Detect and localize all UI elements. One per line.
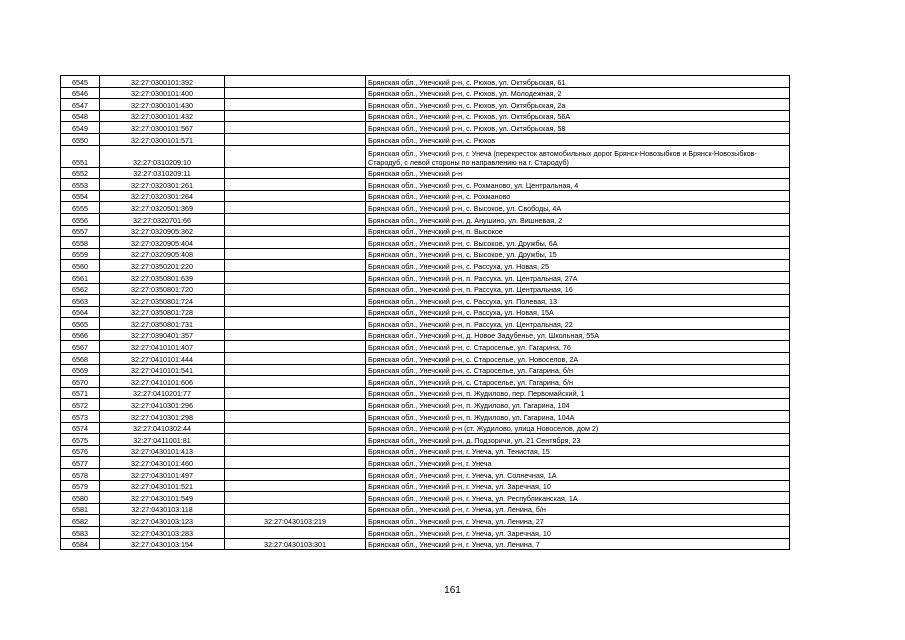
row-number-cell: 6575 (61, 434, 100, 446)
table-row (61, 295, 790, 307)
table-row (61, 260, 790, 272)
address-cell: Брянская обл., Унечский р-н, г. Унеча (перекресток автомобильных дорог Брянск-Новозыбков и Брянск-Новозыбков-Стародуб, с левой стороны по направлению на г. Стародуб) (366, 145, 790, 167)
previous-cadastral-number-cell (225, 145, 366, 167)
row-number-cell: 6554 (61, 190, 100, 202)
cadastral-number-cell: 32:27:0320301:264 (100, 190, 225, 202)
table-row (61, 503, 790, 515)
cadastral-number-cell: 32:27:0430101:413 (100, 445, 225, 457)
address-cell: Брянская обл., Унечский р-н, г. Унеча, ул. Ленина, 27 (366, 515, 790, 527)
previous-cadastral-number-cell (225, 306, 366, 318)
table-row (61, 248, 790, 260)
previous-cadastral-number-cell (225, 399, 366, 411)
previous-cadastral-number-cell (225, 260, 366, 272)
address-cell: Брянская обл., Унечский р-н, п. Рассуха, ул. Центральная, 22 (366, 318, 790, 330)
row-number-cell: 6557 (61, 225, 100, 237)
address-cell: Брянская обл., Унечский р-н, с. Староселье, ул. Гагарина, б/н (366, 376, 790, 388)
table-row (61, 515, 790, 527)
address-cell: Брянская обл., Унечский р-н, г. Унеча, ул. Ленина, 7 (366, 538, 790, 550)
table-row (61, 480, 790, 492)
table-row (61, 306, 790, 318)
address-cell: Брянская обл., Унечский р-н, с. Рюхов, ул. Молодежная, 2 (366, 87, 790, 99)
table-row (61, 237, 790, 249)
address-cell: Брянская обл., Унечский р-н (ст. Жудилово, улица Новоселов, дом 2) (366, 422, 790, 434)
row-number-cell: 6583 (61, 526, 100, 538)
address-cell: Брянская обл., Унечский р-н, п. Рассуха, ул. Центральная, 16 (366, 283, 790, 295)
previous-cadastral-number-cell (225, 526, 366, 538)
cadastral-number-cell: 32:27:0350201:220 (100, 260, 225, 272)
row-number-cell: 6549 (61, 122, 100, 134)
row-number-cell: 6577 (61, 457, 100, 469)
address-cell: Брянская обл., Унечский р-н, с. Высокое, ул. Дружбы, 6А (366, 237, 790, 249)
table-row (61, 87, 790, 99)
address-cell: Брянская обл., Унечский р-н, п. Жудилово, пер. Первомайский, 1 (366, 387, 790, 399)
previous-cadastral-number-cell (225, 503, 366, 515)
row-number-cell: 6576 (61, 445, 100, 457)
row-number-cell: 6584 (61, 538, 100, 550)
table-row (61, 76, 790, 88)
row-number-cell: 6548 (61, 110, 100, 122)
cadastral-number-cell: 32:27:0300101:392 (100, 76, 225, 88)
previous-cadastral-number-cell (225, 376, 366, 388)
cadastral-number-cell: 32:27:0300101:571 (100, 133, 225, 145)
previous-cadastral-number-cell (225, 457, 366, 469)
cadastral-number-cell: 32:27:0300101:400 (100, 87, 225, 99)
previous-cadastral-number-cell (225, 190, 366, 202)
cadastral-number-cell: 32:27:0320701:66 (100, 213, 225, 225)
table-row (61, 469, 790, 481)
row-number-cell: 6560 (61, 260, 100, 272)
row-number-cell: 6574 (61, 422, 100, 434)
row-number-cell: 6582 (61, 515, 100, 527)
cadastral-number-cell: 32:27:0430103:283 (100, 526, 225, 538)
address-cell: Брянская обл., Унечский р-н, с. Староселье, ул. Гагарина, 76 (366, 341, 790, 353)
cadastral-number-cell: 32:27:0430101:521 (100, 480, 225, 492)
previous-cadastral-number-cell (225, 422, 366, 434)
cadastral-number-cell: 32:27:0410201:77 (100, 387, 225, 399)
row-number-cell: 6570 (61, 376, 100, 388)
table-row (61, 110, 790, 122)
row-number-cell: 6562 (61, 283, 100, 295)
cadastral-number-cell: 32:27:0430101:460 (100, 457, 225, 469)
cadastral-number-cell: 32:27:0410101:541 (100, 364, 225, 376)
address-cell: Брянская обл., Унечский р-н, г. Унеча, ул. Тенистая, 15 (366, 445, 790, 457)
address-cell: Брянская обл., Унечский р-н, д. Анушино, ул. Вишневая, 2 (366, 213, 790, 225)
previous-cadastral-number-cell (225, 492, 366, 504)
cadastral-number-cell: 32:27:0320905:408 (100, 248, 225, 260)
cadastral-number-cell: 32:27:0350801:639 (100, 271, 225, 283)
cadastral-number-cell: 32:27:0430103:123 (100, 515, 225, 527)
cadastral-number-cell: 32:27:0410101:444 (100, 353, 225, 365)
address-cell: Брянская обл., Унечский р-н, с. Высокое, ул. Свободы, 4А (366, 202, 790, 214)
row-number-cell: 6567 (61, 341, 100, 353)
table-row (61, 329, 790, 341)
address-cell: Брянская обл., Унечский р-н, с. Староселье, ул. Гагарина, б/н (366, 364, 790, 376)
address-cell: Брянская обл., Унечский р-н, с. Рюхов, ул. Октябрьская, 2а (366, 99, 790, 111)
table-row (61, 526, 790, 538)
cadastral-number-cell: 32:27:0350801:731 (100, 318, 225, 330)
address-cell: Брянская обл., Унечский р-н, д. Новое Задубенье, ул. Школьная, 55А (366, 329, 790, 341)
row-number-cell: 6551 (61, 145, 100, 167)
cadastral-number-cell: 32:27:0430103:154 (100, 538, 225, 550)
table-row (61, 122, 790, 134)
row-number-cell: 6555 (61, 202, 100, 214)
cadastral-number-cell: 32:27:0410301:298 (100, 411, 225, 423)
previous-cadastral-number-cell (225, 353, 366, 365)
table-row (61, 283, 790, 295)
address-cell: Брянская обл., Унечский р-н, с. Высокое, ул. Дружбы, 15 (366, 248, 790, 260)
row-number-cell: 6561 (61, 271, 100, 283)
previous-cadastral-number-cell (225, 179, 366, 191)
address-cell: Брянская обл., Унечский р-н (366, 167, 790, 179)
table-row (61, 434, 790, 446)
address-cell: Брянская обл., Унечский р-н, д. Подзоричи, ул. 21 Сентября, 23 (366, 434, 790, 446)
cadastral-number-cell: 32:27:0410302:44 (100, 422, 225, 434)
table-row (61, 538, 790, 550)
row-number-cell: 6545 (61, 76, 100, 88)
cadastral-number-cell: 32:27:0410301:296 (100, 399, 225, 411)
address-cell: Брянская обл., Унечский р-н, с. Рюхов, ул. Октябрьская, 61 (366, 76, 790, 88)
cadastral-number-cell: 32:27:0300101:432 (100, 110, 225, 122)
table-row (61, 376, 790, 388)
table-row (61, 190, 790, 202)
previous-cadastral-number-cell (225, 283, 366, 295)
address-cell: Брянская обл., Унечский р-н, с. Рассуха, ул. Новая, 25 (366, 260, 790, 272)
previous-cadastral-number-cell (225, 213, 366, 225)
address-cell: Брянская обл., Унечский р-н, г. Унеча, ул. Заречная, 10 (366, 480, 790, 492)
previous-cadastral-number-cell (225, 271, 366, 283)
cadastral-number-cell: 32:27:0411001:81 (100, 434, 225, 446)
table-row (61, 411, 790, 423)
previous-cadastral-number-cell (225, 329, 366, 341)
previous-cadastral-number-cell (225, 87, 366, 99)
row-number-cell: 6578 (61, 469, 100, 481)
row-number-cell: 6580 (61, 492, 100, 504)
table-row (61, 167, 790, 179)
cadastral-number-cell: 32:27:0310209:11 (100, 167, 225, 179)
previous-cadastral-number-cell (225, 202, 366, 214)
address-cell: Брянская обл., Унечский р-н, п. Жудилово, ул. Гагарина, 104 (366, 399, 790, 411)
previous-cadastral-number-cell (225, 480, 366, 492)
address-cell: Брянская обл., Унечский р-н, с. Рассуха, ул. Полевая, 13 (366, 295, 790, 307)
table-row (61, 213, 790, 225)
row-number-cell: 6550 (61, 133, 100, 145)
cadastral-number-cell: 32:27:0430101:549 (100, 492, 225, 504)
cadastral-number-cell: 32:27:0320905:362 (100, 225, 225, 237)
address-cell: Брянская обл., Унечский р-н, с. Рюхов, ул. Октябрьская, 56А (366, 110, 790, 122)
address-cell: Брянская обл., Унечский р-н, с. Рохманово (366, 190, 790, 202)
cadastral-number-cell: 32:27:0300101:430 (100, 99, 225, 111)
previous-cadastral-number-cell (225, 387, 366, 399)
table-row (61, 341, 790, 353)
cadastral-number-cell: 32:27:0430101:497 (100, 469, 225, 481)
address-cell: Брянская обл., Унечский р-н, с. Староселье, ул. Новоселов, 2А (366, 353, 790, 365)
row-number-cell: 6565 (61, 318, 100, 330)
row-number-cell: 6556 (61, 213, 100, 225)
cadastral-number-cell: 32:27:0390401:357 (100, 329, 225, 341)
table-row (61, 133, 790, 145)
previous-cadastral-number-cell (225, 133, 366, 145)
cadastral-number-cell: 32:27:0350801:728 (100, 306, 225, 318)
address-cell: Брянская обл., Унечский р-н, с. Рохманово, ул. Центральная, 4 (366, 179, 790, 191)
table-row (61, 353, 790, 365)
previous-cadastral-number-cell (225, 411, 366, 423)
address-cell: Брянская обл., Унечский р-н, г. Унеча, ул. Заречная, 10 (366, 526, 790, 538)
previous-cadastral-number-cell (225, 295, 366, 307)
row-number-cell: 6581 (61, 503, 100, 515)
previous-cadastral-number-cell (225, 167, 366, 179)
address-cell: Брянская обл., Унечский р-н, г. Унеча (366, 457, 790, 469)
address-cell: Брянская обл., Унечский р-н, г. Унеча, ул. Солнечная, 1А (366, 469, 790, 481)
row-number-cell: 6571 (61, 387, 100, 399)
table-row (61, 457, 790, 469)
previous-cadastral-number-cell: 32:27:0430103:219 (225, 515, 366, 527)
cadastral-number-cell: 32:27:0350801:724 (100, 295, 225, 307)
row-number-cell: 6563 (61, 295, 100, 307)
row-number-cell: 6546 (61, 87, 100, 99)
page-number: 161 (444, 585, 461, 596)
address-cell: Брянская обл., Унечский р-н, с. Рассуха, ул. Новая, 15А (366, 306, 790, 318)
row-number-cell: 6573 (61, 411, 100, 423)
address-cell: Брянская обл., Унечский р-н, п. Рассуха, ул. Центральная, 27А (366, 271, 790, 283)
row-number-cell: 6553 (61, 179, 100, 191)
previous-cadastral-number-cell (225, 364, 366, 376)
previous-cadastral-number-cell (225, 318, 366, 330)
row-number-cell: 6572 (61, 399, 100, 411)
previous-cadastral-number-cell (225, 237, 366, 249)
row-number-cell: 6564 (61, 306, 100, 318)
previous-cadastral-number-cell (225, 341, 366, 353)
table-row (61, 445, 790, 457)
cadastral-number-cell: 32:27:0430103:118 (100, 503, 225, 515)
address-cell: Брянская обл., Унечский р-н, с. Рюхов, ул. Октябрьская, 58 (366, 122, 790, 134)
table-row (61, 202, 790, 214)
table-row (61, 99, 790, 111)
registry-table-body (61, 76, 790, 550)
cadastral-number-cell: 32:27:0310209:10 (100, 145, 225, 167)
row-number-cell: 6552 (61, 167, 100, 179)
previous-cadastral-number-cell (225, 76, 366, 88)
cadastral-number-cell: 32:27:0300101:567 (100, 122, 225, 134)
table-row (61, 399, 790, 411)
previous-cadastral-number-cell (225, 225, 366, 237)
table-row (61, 318, 790, 330)
table-row (61, 179, 790, 191)
table-row (61, 492, 790, 504)
previous-cadastral-number-cell (225, 122, 366, 134)
address-cell: Брянская обл., Унечский р-н, с. Рюхов (366, 133, 790, 145)
table-row (61, 387, 790, 399)
row-number-cell: 6559 (61, 248, 100, 260)
row-number-cell: 6558 (61, 237, 100, 249)
row-number-cell: 6568 (61, 353, 100, 365)
registry-table (60, 75, 790, 550)
table-row (61, 225, 790, 237)
previous-cadastral-number-cell (225, 99, 366, 111)
cadastral-number-cell: 32:27:0320501:369 (100, 202, 225, 214)
table-row (61, 364, 790, 376)
row-number-cell: 6566 (61, 329, 100, 341)
address-cell: Брянская обл., Унечский р-н, п. Высокое (366, 225, 790, 237)
previous-cadastral-number-cell (225, 110, 366, 122)
previous-cadastral-number-cell (225, 434, 366, 446)
previous-cadastral-number-cell: 32:27:0430103:301 (225, 538, 366, 550)
table-row (61, 271, 790, 283)
row-number-cell: 6579 (61, 480, 100, 492)
cadastral-number-cell: 32:27:0320301:261 (100, 179, 225, 191)
cadastral-number-cell: 32:27:0320905:404 (100, 237, 225, 249)
row-number-cell: 6569 (61, 364, 100, 376)
row-number-cell: 6547 (61, 99, 100, 111)
address-cell: Брянская обл., Унечский р-н, г. Унеча, ул. Республиканская, 1А (366, 492, 790, 504)
cadastral-number-cell: 32:27:0410101:606 (100, 376, 225, 388)
address-cell: Брянская обл., Унечский р-н, п. Жудилово, ул. Гагарина, 104А (366, 411, 790, 423)
previous-cadastral-number-cell (225, 248, 366, 260)
cadastral-number-cell: 32:27:0350801:720 (100, 283, 225, 295)
table-row (61, 145, 790, 167)
cadastral-number-cell: 32:27:0410101:407 (100, 341, 225, 353)
table-row (61, 422, 790, 434)
address-cell: Брянская обл., Унечский р-н, г. Унеча, ул. Ленина, б/н (366, 503, 790, 515)
previous-cadastral-number-cell (225, 469, 366, 481)
previous-cadastral-number-cell (225, 445, 366, 457)
